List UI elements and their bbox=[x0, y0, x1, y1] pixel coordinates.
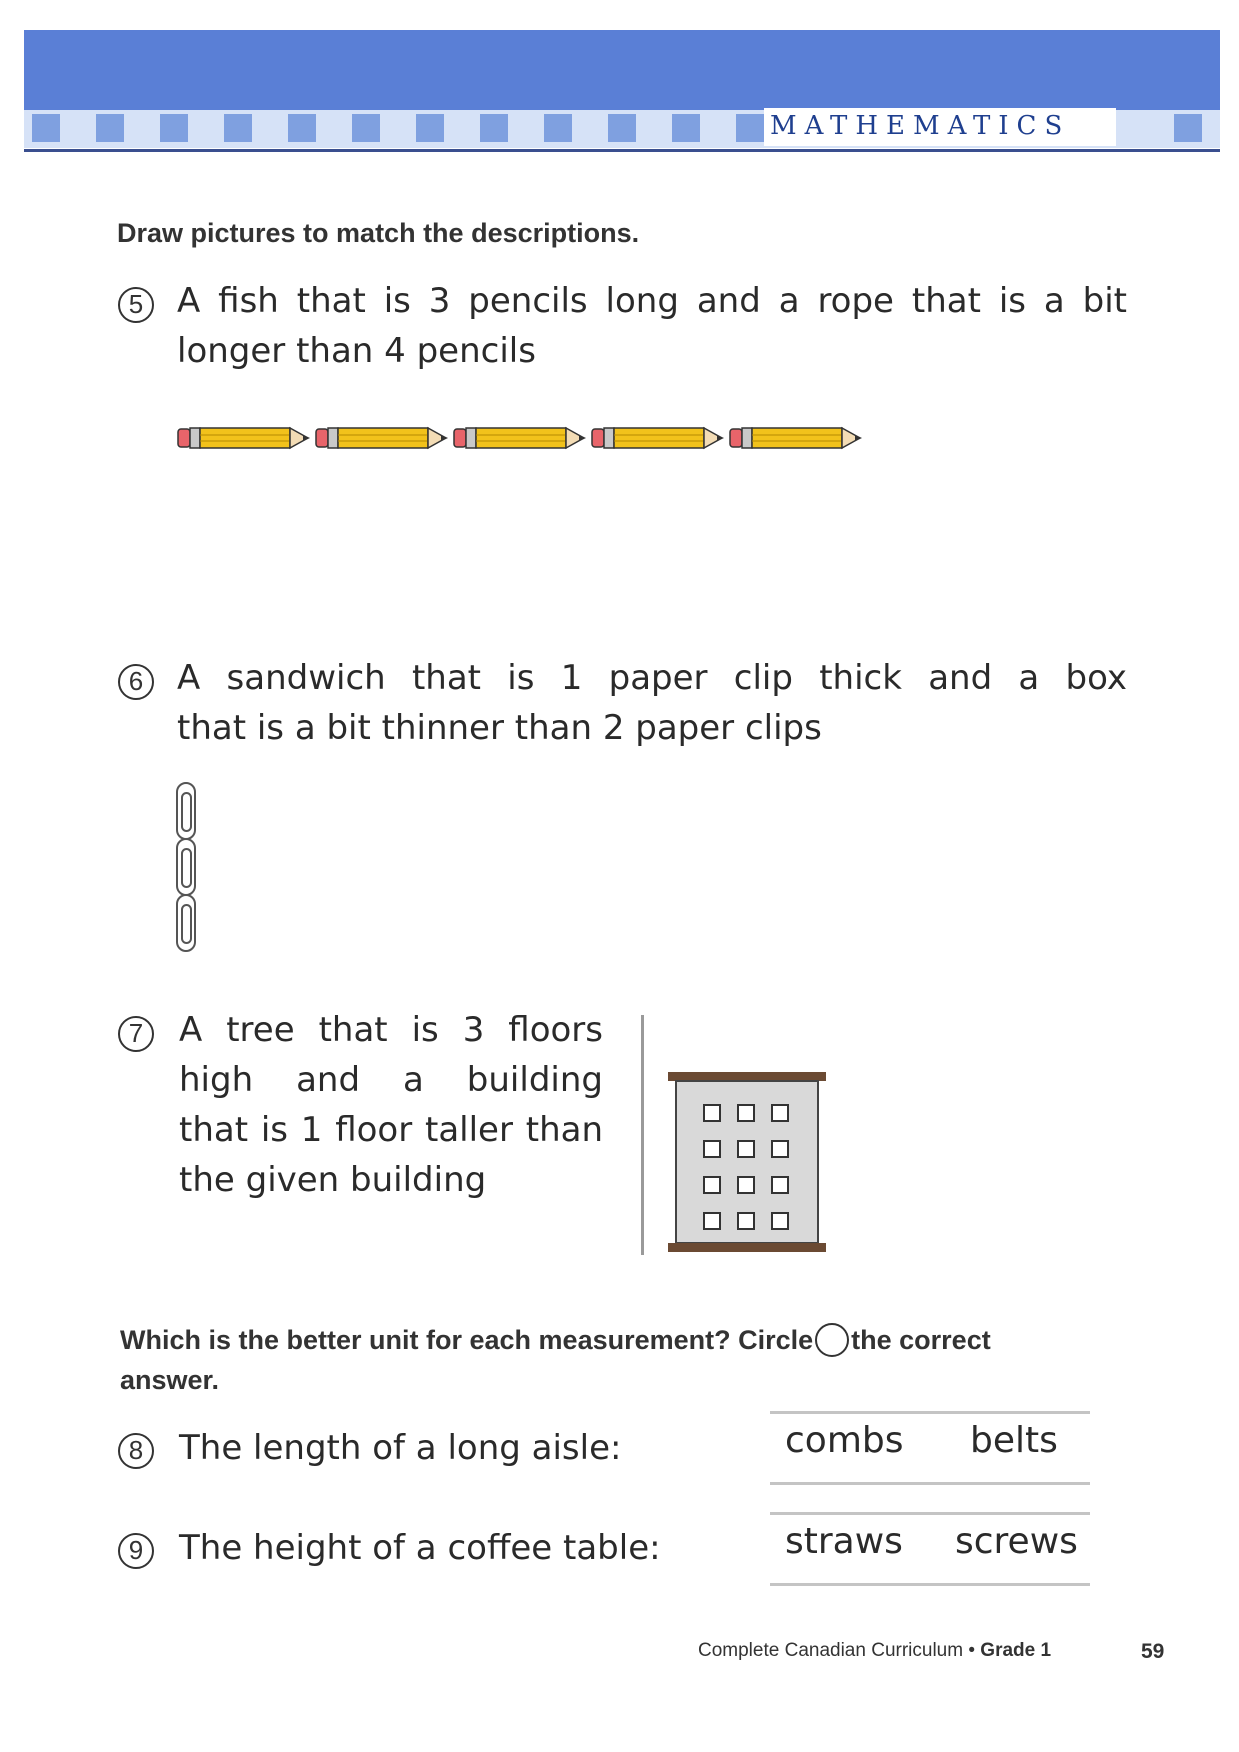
subject-title: MATHEMATICS bbox=[770, 111, 1071, 141]
page-number: 59 bbox=[1141, 1640, 1165, 1663]
building-window bbox=[738, 1141, 754, 1157]
question-8-option-combs[interactable]: combs bbox=[785, 1420, 904, 1461]
given-building bbox=[668, 1072, 826, 1254]
question-9-number: 9 bbox=[118, 1533, 154, 1569]
footer-bullet: • bbox=[968, 1640, 976, 1661]
building-window bbox=[704, 1141, 720, 1157]
pencil-icon bbox=[454, 428, 586, 448]
question-7-line3: that is 1 floor taller than bbox=[179, 1110, 603, 1150]
section2-instruction-part1: Which is the better unit for each measurement? Circle bbox=[120, 1325, 814, 1355]
question-9-option-straws[interactable]: straws bbox=[785, 1521, 903, 1562]
circle-icon bbox=[815, 1323, 849, 1357]
section2-instruction-part2: the correct bbox=[851, 1325, 991, 1355]
building-window bbox=[738, 1177, 754, 1193]
building-window bbox=[772, 1105, 788, 1121]
footer-book-info bbox=[698, 1640, 1051, 1662]
building-window bbox=[772, 1141, 788, 1157]
question-7-line4: the given building bbox=[179, 1160, 487, 1200]
pencil-row bbox=[176, 420, 876, 456]
building-window bbox=[738, 1213, 754, 1229]
footer-grade: Grade 1 bbox=[980, 1640, 1052, 1661]
building-window bbox=[772, 1177, 788, 1193]
paperclip-stack bbox=[173, 780, 203, 955]
pencil-icon bbox=[592, 428, 724, 448]
question-5-text bbox=[177, 276, 1127, 376]
question-7-line1: A tree that is 3 floors bbox=[179, 1010, 603, 1050]
question-7-divider bbox=[641, 1015, 644, 1255]
question-7-number: 7 bbox=[118, 1016, 154, 1052]
paperclip-icon bbox=[177, 895, 195, 951]
section1-instruction: Draw pictures to match the descriptions. bbox=[117, 218, 640, 248]
question-7-text bbox=[179, 1005, 603, 1205]
question-6-number: 6 bbox=[118, 664, 154, 700]
paperclip-icon bbox=[177, 783, 195, 839]
building-window bbox=[704, 1177, 720, 1193]
building-window bbox=[738, 1105, 754, 1121]
question-5-number: 5 bbox=[118, 287, 154, 323]
building-window bbox=[704, 1105, 720, 1121]
section2-instruction bbox=[120, 1320, 1130, 1400]
question-5-line1: A fish that is 3 pencils long and a rope that is a bit bbox=[177, 281, 1127, 321]
header-banner bbox=[24, 30, 1220, 110]
pencil-icon bbox=[730, 428, 862, 448]
question-7-line2: high and a building bbox=[179, 1060, 603, 1100]
question-9-text: The height of a coffee table: bbox=[179, 1528, 661, 1568]
header-underline bbox=[24, 149, 1220, 152]
building-window bbox=[772, 1213, 788, 1229]
question-8-number: 8 bbox=[118, 1433, 154, 1469]
question-6-line2: that is a bit thinner than 2 paper clips bbox=[177, 708, 822, 748]
question-6-text bbox=[177, 653, 1127, 753]
question-6-line1: A sandwich that is 1 paper clip thick and a box bbox=[177, 658, 1127, 698]
pencil-icon bbox=[316, 428, 448, 448]
pencil-icon bbox=[178, 428, 310, 448]
question-8-text: The length of a long aisle: bbox=[179, 1428, 622, 1468]
question-8-option-belts[interactable]: belts bbox=[970, 1420, 1058, 1461]
footer-book-title: Complete Canadian Curriculum bbox=[698, 1640, 964, 1661]
question-5-line2: longer than 4 pencils bbox=[177, 331, 536, 371]
paperclip-icon bbox=[177, 839, 195, 895]
building-window bbox=[704, 1213, 720, 1229]
section2-instruction-line2: answer. bbox=[120, 1365, 220, 1395]
question-9-option-screws[interactable]: screws bbox=[955, 1521, 1078, 1562]
